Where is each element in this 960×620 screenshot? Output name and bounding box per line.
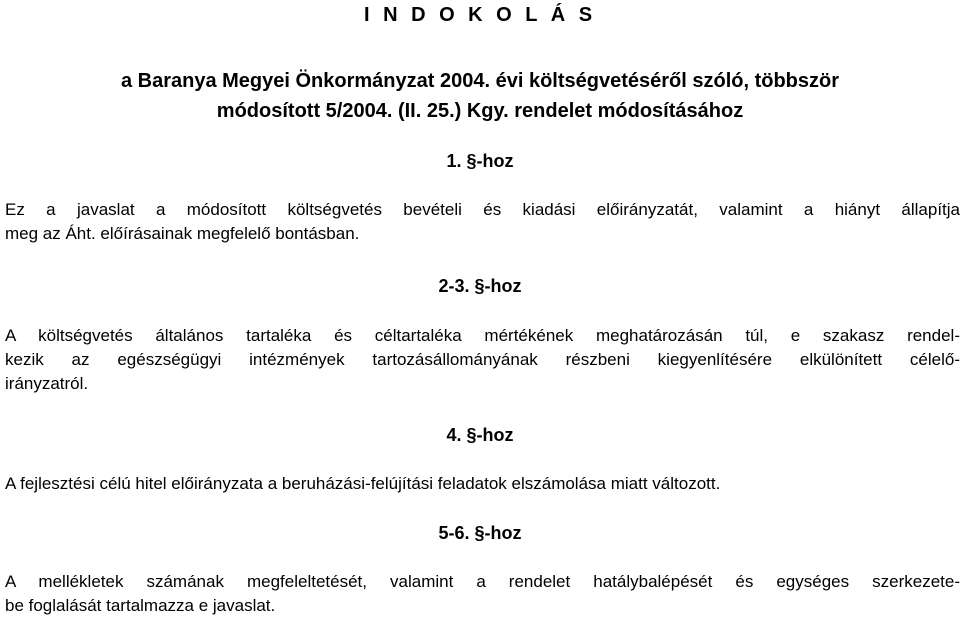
section-5-6-line-1: A mellékletek számának megfeleltetését, valamint a rendelet hatálybalépését és egységes szerkezete- [5,572,960,591]
subtitle-line-1: a Baranya Megyei Önkormányzat 2004. évi költségvetéséről szóló, többször [120,70,840,92]
subtitle-line-2: módosított 5/2004. (II. 25.) Kgy. rendelet módosításához [216,100,744,122]
section-heading-4: 4. §-hoz [446,425,514,445]
section-heading-2-3: 2-3. §-hoz [438,276,522,296]
section-5-6-line-2: be foglalását tartalmazza e javaslat. [5,596,276,615]
document-title: I N D O K O L Á S [363,4,597,26]
section-heading-5-6: 5-6. §-hoz [438,523,522,543]
section-body-4 [5,472,960,496]
section-body-5-6 [5,570,960,618]
document-subtitle [0,66,960,126]
section-1-line-1: Ez a javaslat a módosított költségvetés bevételi és kiadási előirányzatát, valamint a hiányt állapítja [5,200,960,219]
section-heading-1: 1. §-hoz [446,151,514,171]
section-4-line-1: A fejlesztési célú hitel előirányzata a beruházási-felújítási feladatok elszámolása miatt változott. [5,474,721,493]
section-1-line-2: meg az Áht. előírásainak megfelelő bontásban. [5,224,360,243]
section-2-3-line-3: irányzatról. [5,374,89,393]
section-body-2-3 [5,324,960,396]
section-2-3-line-1: A költségvetés általános tartaléka és céltartaléka mértékének meghatározásán túl, e szakasz rendel- [5,326,960,345]
section-2-3-line-2: kezik az egészségügyi intézmények tartozásállományának részbeni kiegyenlítésére elkülönített célelő- [5,350,960,369]
section-body-1 [5,198,960,246]
